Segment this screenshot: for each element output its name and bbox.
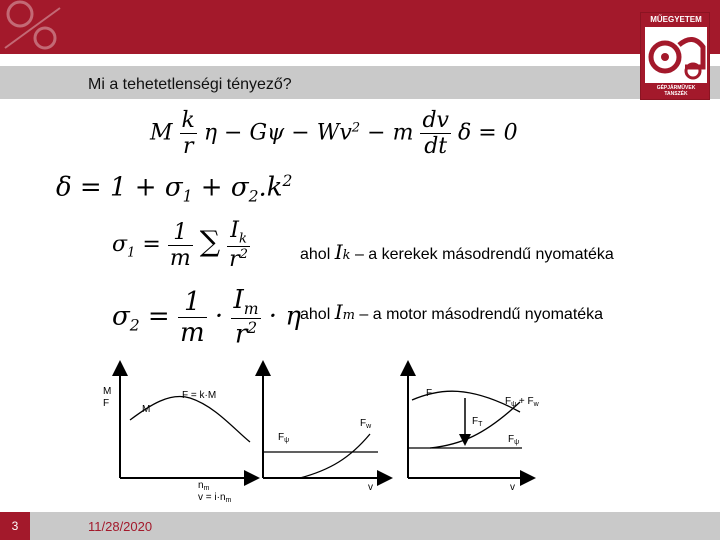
c2-Fpsi-main: F: [278, 432, 285, 443]
note1-text: – a kerekek másodrendű nyomatéka: [350, 246, 614, 263]
eq1-sq: 2: [351, 120, 361, 136]
eq3-Isub: k: [238, 231, 247, 247]
eq2-ksq: 2: [282, 172, 293, 190]
eq1-m: − m: [360, 120, 414, 146]
c2-xlabel-v: v: [368, 482, 373, 493]
c3-label-Fpsi: [508, 434, 519, 446]
chart-resistances: [263, 368, 385, 493]
eq2-sigma1-sub: 1: [182, 187, 193, 206]
c2-Fw-main: F: [360, 418, 367, 429]
c1-xlabel-v: [198, 492, 232, 504]
eq3-r: r: [229, 247, 240, 273]
c3-sum-sub: ψ: [511, 401, 517, 408]
c2-Fw-sub: w: [366, 423, 372, 430]
c2-label-Fpsi: [278, 432, 289, 444]
note2-sub: m: [342, 308, 355, 323]
c1-xlabel-n-sub: m: [203, 485, 210, 492]
logo-subtitle-line2: TANSZÉK: [664, 91, 688, 97]
eq4-I: I: [233, 285, 244, 315]
eq4-one: 1: [178, 287, 207, 318]
chart-tractive-force: [103, 368, 252, 504]
eq4-dot: ·: [214, 301, 232, 332]
eq2-k: .k: [258, 172, 283, 203]
c2-curve-Fw: [300, 434, 370, 478]
eq4-eq: =: [139, 301, 178, 332]
page-number: 3: [0, 512, 30, 540]
slide-date: 11/28/2020: [88, 519, 153, 534]
eq3-one: 1: [168, 220, 193, 246]
eq3-eq: =: [135, 232, 168, 258]
eq4-m: m: [180, 317, 205, 348]
eq4-sub: 2: [129, 316, 140, 335]
eq1-M: M: [150, 120, 173, 146]
chart-combined: [408, 368, 540, 493]
note2-prefix: ahol: [300, 306, 335, 323]
eq1-k: k: [181, 108, 195, 133]
c3-FT-main: F: [472, 416, 479, 427]
c3-label-FT: [472, 416, 483, 428]
c3-sum-rest: + F: [516, 396, 534, 407]
eq2-plus: +: [192, 172, 231, 203]
c1-ylabel-M: M: [103, 386, 112, 397]
eq1-mid: η − Gψ − Wv: [203, 120, 352, 146]
eq1-dt: dt: [424, 134, 448, 159]
c1-curve-label: M: [142, 404, 151, 415]
eq3-sigma: σ: [112, 232, 128, 258]
c3-sum-main: F: [505, 396, 512, 407]
c3-sum-rest-sub: w: [533, 401, 539, 408]
note1-sub: k: [342, 248, 351, 263]
c3-Fpsi-main: F: [508, 434, 515, 445]
eq2-a: δ = 1 +: [56, 172, 165, 203]
slide-title: Mi a tehetetlenségi tényező?: [88, 76, 292, 93]
c2-Fpsi-sub: ψ: [284, 437, 290, 444]
note2-symbol: I: [334, 300, 343, 324]
eq1-end: δ = 0: [457, 120, 518, 146]
note1-symbol: I: [334, 240, 343, 264]
eq4-Isub: m: [243, 300, 259, 319]
c1-xlabel-v-sub: m: [225, 497, 232, 504]
eq3-rsq: 2: [239, 247, 249, 263]
eq4-sigma: σ: [112, 301, 130, 332]
c1-formula: F = k·M: [182, 390, 217, 401]
eq3-m: m: [169, 245, 191, 271]
eq3-sub: 1: [127, 245, 136, 261]
c1-xlabel-n: [198, 480, 210, 492]
c3-label-F: F: [426, 388, 433, 399]
eq2-sigma2-sub: 2: [248, 187, 259, 206]
c2-label-Fw: [360, 418, 372, 430]
eq2-sigma1: σ: [164, 172, 183, 203]
eq1-dv: dv: [422, 108, 449, 133]
c3-xlabel-v: v: [510, 482, 515, 493]
logo-subtitle-line1: GÉPJÁRMŰVEK: [656, 85, 696, 91]
c3-label-sum: [505, 396, 540, 408]
c3-FT-sub: T: [478, 421, 483, 428]
eq3-sum-icon: ∑: [199, 224, 221, 259]
logo-name: MŰEGYETEM: [650, 15, 702, 24]
eq4-r: r: [234, 319, 248, 350]
note1-prefix: ahol: [300, 246, 335, 263]
c1-xlabel-n-main: n: [198, 480, 204, 491]
c3-Fpsi-sub: ψ: [514, 439, 520, 446]
c1-xlabel-v-main: v = i·n: [198, 492, 226, 503]
note2-text: – a motor másodrendű nyomatéka: [354, 306, 604, 323]
c1-ylabel-F: F: [103, 398, 110, 409]
eq3-I: I: [230, 218, 239, 243]
eq4-eta: · η: [268, 301, 301, 332]
eq2-sigma2: σ: [230, 172, 249, 203]
eq4-rsq: 2: [247, 319, 258, 338]
eq1-r: r: [182, 134, 194, 159]
